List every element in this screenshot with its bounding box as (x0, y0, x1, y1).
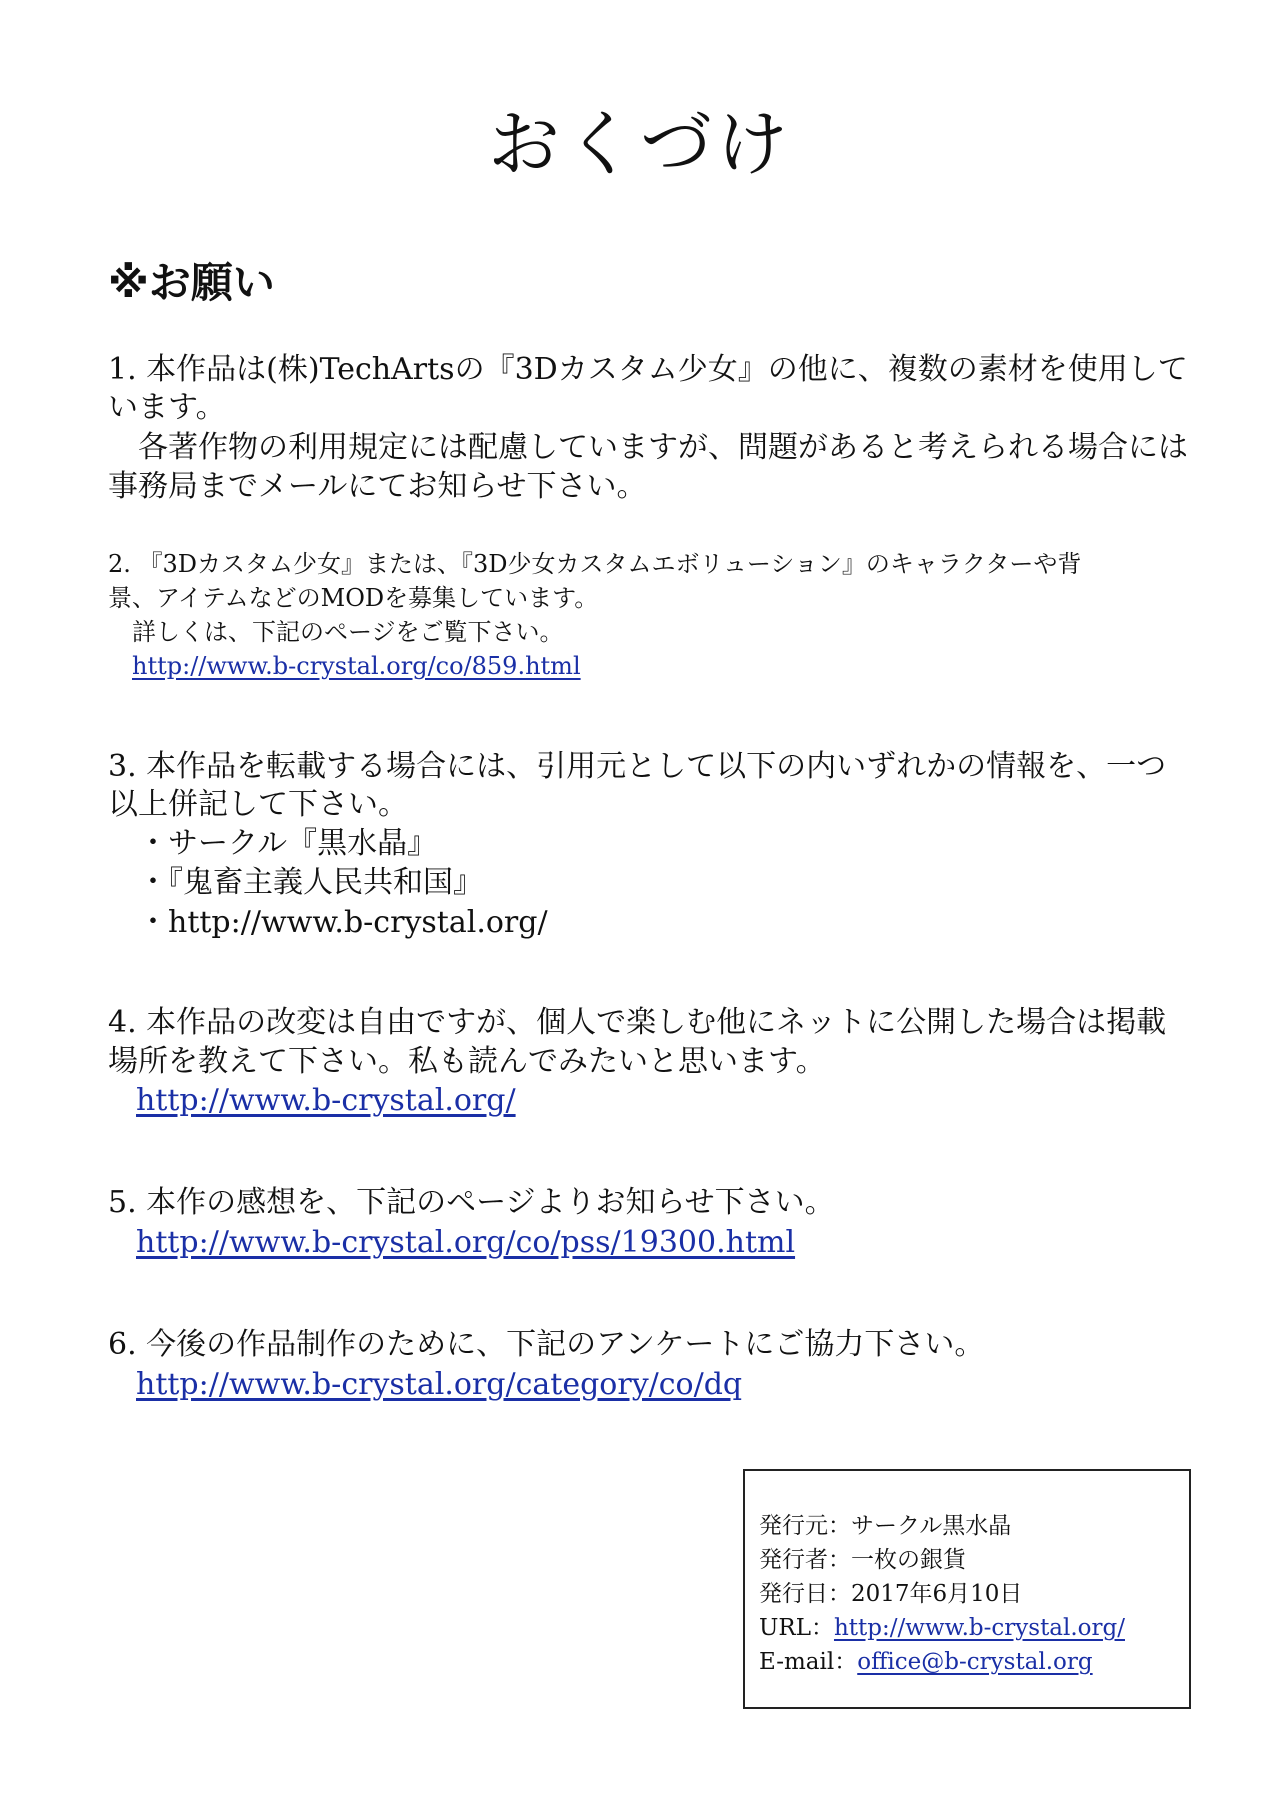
colophon-box (743, 1469, 1191, 1709)
colophon-url-label: URL： (759, 1615, 834, 1641)
colophon-issuer-value: 一枚の銀貨 (851, 1547, 966, 1573)
item-1-line-1: 1. 本作品は(株)TechArtsの『3Dカスタム少女』の他に、複数の素材を使用して (108, 352, 1188, 387)
item-5-link[interactable]: http://www.b-crystal.org/co/pss/19300.html (136, 1225, 796, 1260)
item-2-line-2: 景、アイテムなどのMODを募集しています。 (108, 584, 599, 612)
item-2-line-1: 2. 『3Dカスタム少女』または、『3D少女カスタムエボリューション』のキャラクターや背 (108, 550, 1082, 578)
item-3-line-5: ・http://www.b-crystal.org/ (108, 905, 548, 940)
colophon-date (759, 1583, 1022, 1606)
colophon-date-value: 2017年6月10日 (851, 1581, 1023, 1607)
colophon-publisher-value: サークル黒水晶 (851, 1513, 1012, 1539)
colophon-email-link[interactable]: office@b-crystal.org (857, 1649, 1093, 1675)
colophon-date-label: 発行日： (759, 1581, 851, 1607)
item-1-line-2: います。 (108, 390, 226, 425)
item-3-line-3: ・サークル『黒水晶』 (108, 826, 438, 861)
item-6-line-1: 6. 今後の作品制作のために、下記のアンケートにご協力下さい。 (108, 1327, 985, 1362)
item-3-line-2: 以上併記して下さい。 (108, 787, 408, 822)
colophon-url-link[interactable]: http://www.b-crystal.org/ (833, 1615, 1125, 1641)
colophon-publisher-label: 発行元： (759, 1513, 851, 1539)
colophon-issuer (759, 1549, 966, 1572)
colophon-email-label: E-mail： (759, 1649, 858, 1675)
item-3-line-4: ・『鬼畜主義人民共和国』 (108, 865, 483, 900)
colophon-publisher (759, 1515, 1011, 1538)
item-6-link[interactable]: http://www.b-crystal.org/category/co/dq (136, 1367, 743, 1402)
item-1-line-3: 各著作物の利用規定には配慮していますが、問題があると考えられる場合には (108, 430, 1188, 465)
page-title: おくづけ (487, 102, 792, 186)
colophon-email (759, 1651, 1093, 1674)
item-4-line-1: 4. 本作品の改変は自由ですが、個人で楽しむ他にネットに公開した場合は掲載 (108, 1005, 1167, 1040)
item-4-link[interactable]: http://www.b-crystal.org/ (136, 1083, 516, 1118)
colophon-url (759, 1617, 1125, 1640)
colophon-issuer-label: 発行者： (759, 1547, 851, 1573)
item-2-line-3: 詳しくは、下記のページをご覧下さい。 (108, 618, 564, 646)
item-2-link[interactable]: http://www.b-crystal.org/co/859.html (132, 652, 581, 680)
item-5-line-1: 5. 本作の感想を、下記のページよりお知らせ下さい。 (108, 1185, 835, 1220)
item-1-line-4: 事務局までメールにてお知らせ下さい。 (108, 469, 647, 504)
section-heading: ※お願い (108, 258, 275, 307)
item-4-line-2: 場所を教えて下さい。私も読んでみたいと思います。 (108, 1044, 826, 1079)
item-3-line-1: 3. 本作品を転載する場合には、引用元として以下の内いずれかの情報を、一つ (108, 749, 1167, 784)
